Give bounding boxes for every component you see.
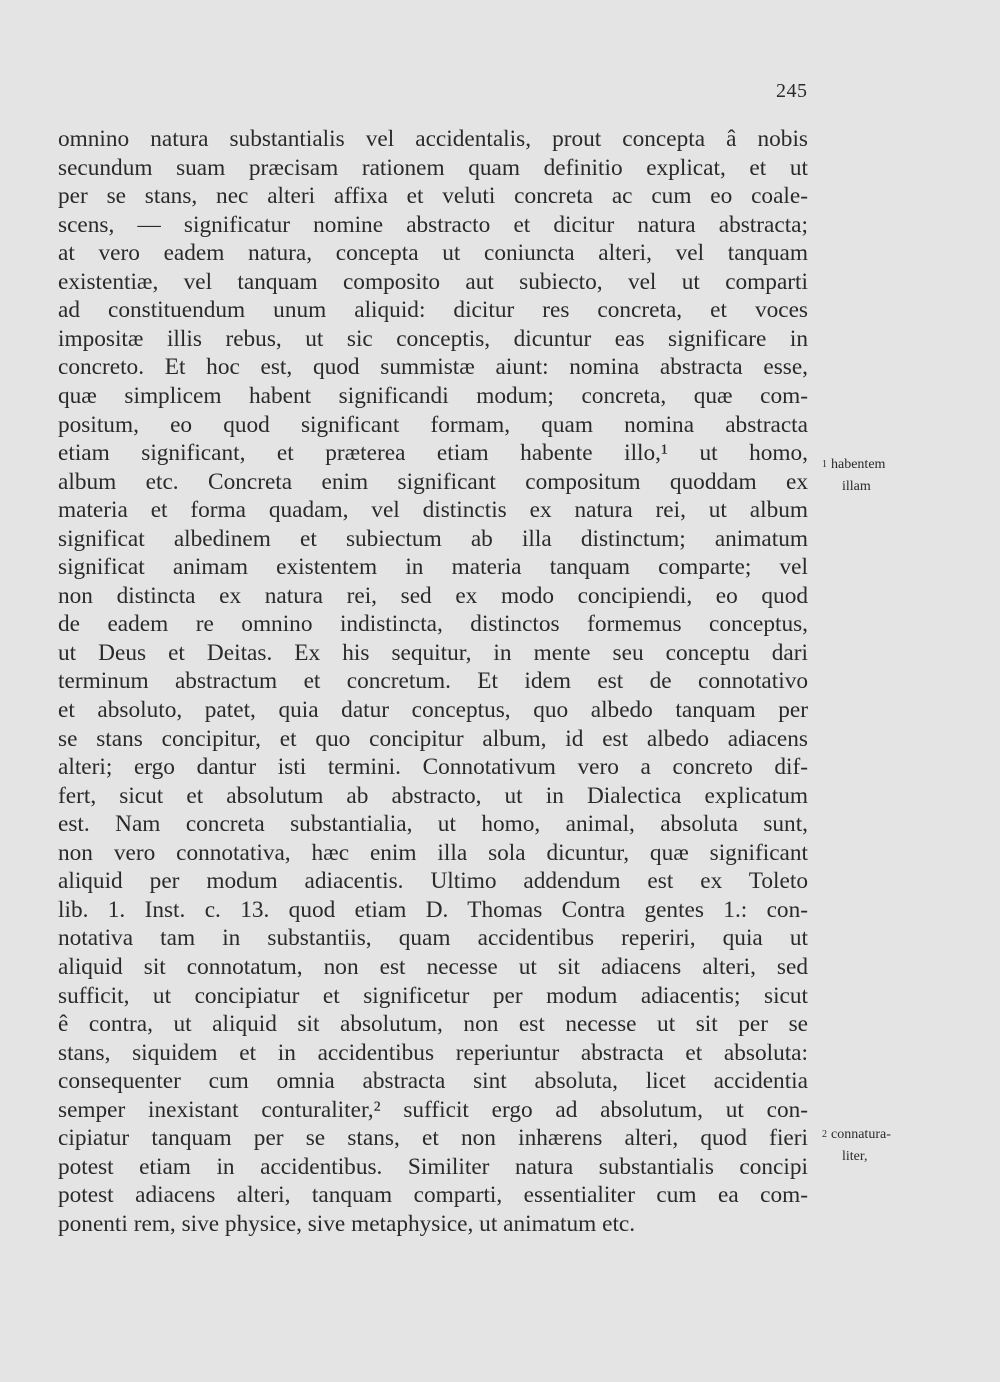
text-line: sufficit, ut concipiatur et significetur per modum adiacentis; sicut xyxy=(58,982,808,1009)
text-line: cipiatur tanquam per se stans, et non inhærens alteri, quod fieri xyxy=(58,1125,808,1152)
text-line: ponenti rem, sive physice, sive metaphysice, ut animatum etc. xyxy=(58,1210,636,1237)
margin-note-1 xyxy=(822,454,885,498)
text-line: stans, siquidem et in accidentibus reperiuntur abstracta et absoluta: xyxy=(58,1039,808,1066)
text-line: quæ simplicem habent significandi modum; concreta, quæ com- xyxy=(58,382,808,409)
page-number: 245 xyxy=(776,80,808,102)
margin-note-text: liter, xyxy=(842,1149,868,1164)
text-line: aliquid sit connotatum, non est necesse ut sit adiacens alteri, sed xyxy=(58,953,808,980)
text-line: lib. 1. Inst. c. 13. quod etiam D. Thomas Contra gentes 1.: con- xyxy=(58,896,808,923)
text-line: non vero connotativa, hæc enim illa sola dicuntur, quæ significant xyxy=(58,839,808,866)
text-line: et absoluto, patet, quia datur conceptus, quo albedo tanquam per xyxy=(58,697,808,723)
text-line: fert, sicut et absolutum ab abstracto, ut in Dialectica explicatum xyxy=(58,782,808,809)
text-line: etiam significant, et præterea etiam habente illo,¹ ut homo, xyxy=(58,440,808,467)
text-line: materia et forma quadam, vel distinctis ex natura rei, ut album xyxy=(58,497,808,524)
margin-note-marker: 2 xyxy=(822,1129,827,1140)
text-line: ut Deus et Deitas. Ex his sequitur, in mente seu conceptu dari xyxy=(58,639,808,666)
margin-note-marker: 1 xyxy=(822,459,827,470)
text-line: existentiæ, vel tanquam composito aut subiecto, vel ut comparti xyxy=(58,268,808,295)
text-line: scens, — significatur nomine abstracto et dicitur natura abstracta; xyxy=(58,211,808,238)
text-line: secundum suam præcisam rationem quam definitio explicat, et ut xyxy=(58,154,808,181)
text-line: est. Nam concreta substantialia, ut homo, animal, absoluta sunt, xyxy=(58,811,808,838)
margin-note-text: illam xyxy=(842,479,871,494)
text-line: significat animam existentem in materia tanquam comparte; vel xyxy=(58,554,808,581)
text-line: at vero eadem natura, concepta ut coniuncta alteri, vel tanquam xyxy=(58,240,808,267)
text-line: potest adiacens alteri, tanquam comparti, essentialiter cum ea com- xyxy=(58,1182,808,1209)
text-line: concreto. Et hoc est, quod summistæ aiunt: nomina abstracta esse, xyxy=(58,354,808,381)
text-line: de eadem re omnino indistincta, distinctos formemus conceptus, xyxy=(58,611,808,638)
text-line: ê contra, ut aliquid sit absolutum, non est necesse ut sit per se xyxy=(58,1011,808,1038)
text-line: aliquid per modum adiacentis. Ultimo addendum est ex Toleto xyxy=(58,868,808,895)
text-line: album etc. Concreta enim significant compositum quoddam ex xyxy=(58,468,808,495)
margin-note-2 xyxy=(822,1124,891,1168)
text-line: notativa tam in substantiis, quam accidentibus reperiri, quia ut xyxy=(58,925,808,952)
text-line: semper inexistant conturaliter,² sufficit ergo ad absolutum, ut con- xyxy=(58,1096,808,1123)
text-line: significat albedinem et subiectum ab illa distinctum; animatum xyxy=(58,525,808,552)
margin-note-text: connatura- xyxy=(831,1127,891,1142)
text-line: consequenter cum omnia abstracta sint absoluta, licet accidentia xyxy=(58,1068,808,1095)
text-line: non distincta ex natura rei, sed ex modo concipiendi, eo quod xyxy=(58,582,808,609)
text-line: positum, eo quod significant formam, quam nomina abstracta xyxy=(58,411,808,438)
text-line: se stans concipitur, et quo concipitur album, id est albedo adiacens xyxy=(58,725,808,752)
text-line: ad constituendum unum aliquid: dicitur res concreta, et voces xyxy=(58,297,808,324)
text-line: per se stans, nec alteri affixa et veluti concreta ac cum eo coale- xyxy=(58,183,808,210)
text-line: omnino natura substantialis vel accidentalis, prout concepta â nobis xyxy=(58,126,808,152)
text-line: terminum abstractum et concretum. Et idem est de connotativo xyxy=(58,668,808,695)
text-line: impositæ illis rebus, ut sic conceptis, dicuntur eas significare in xyxy=(58,325,808,352)
text-line: potest etiam in accidentibus. Similiter natura substantialis concipi xyxy=(58,1153,808,1180)
margin-note-text: habentem xyxy=(831,457,886,472)
text-line: alteri; ergo dantur isti termini. Connotativum vero a concreto dif- xyxy=(58,754,808,781)
